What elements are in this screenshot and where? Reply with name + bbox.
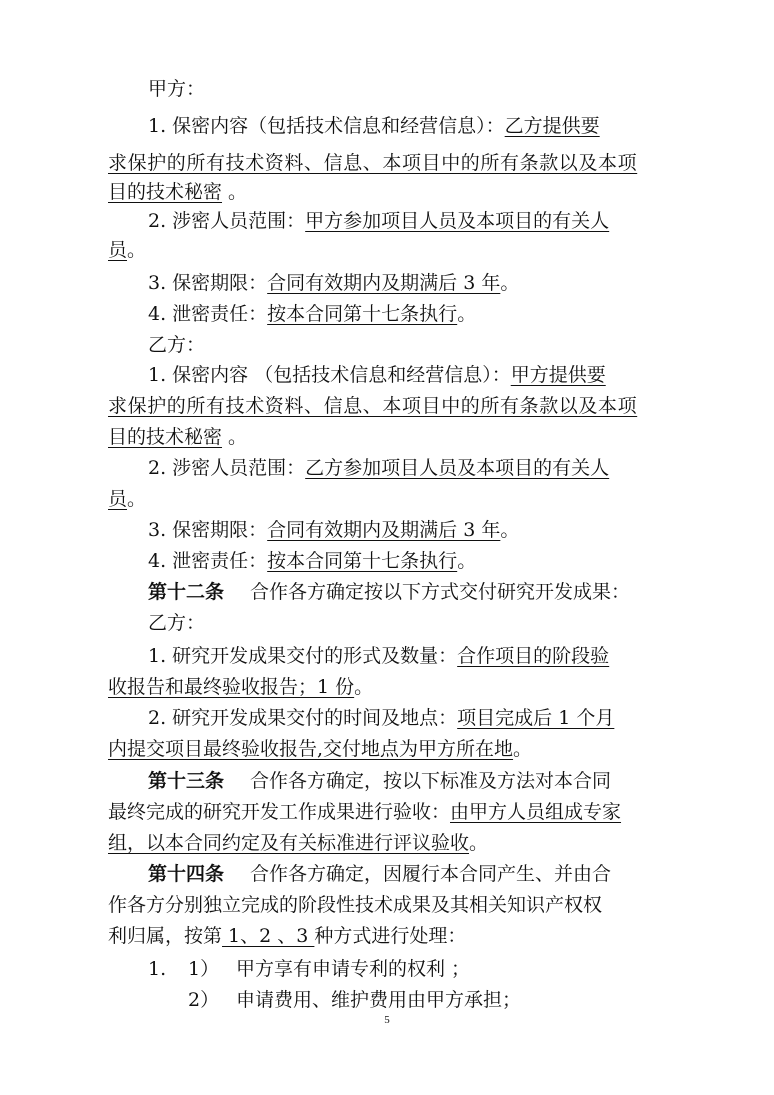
party-b-item2-line2: 员。 <box>108 488 147 510</box>
party-a-item1-line2: 求保护的所有技术资料、信息、本项目中的所有条款以及本项 <box>108 152 638 174</box>
party-a-heading: 甲方： <box>148 78 206 100</box>
article-14-method-numbers: 1、2 、3 <box>222 925 315 947</box>
party-a-item2-line2: 员。 <box>108 239 147 261</box>
article-14-sub2-number: 2） <box>188 989 220 1011</box>
article-12-item1-line2: 收报告和最终验收报告；1 份。 <box>108 676 374 698</box>
article-12-title: 第十二条 <box>148 581 225 603</box>
party-b-item1-line1: 1. 保密内容 （包括技术信息和经营信息）：甲方提供要 <box>148 364 606 386</box>
article-12-item2-line1: 2. 研究开发成果交付的时间及地点：项目完成后 1 个月 <box>148 707 615 729</box>
party-a-item1-line1 <box>148 111 600 141</box>
article-14-line1: 第十四条 合作各方确定，因履行本合同产生、并由合 <box>148 863 612 885</box>
article-13-line1: 第十三条 合作各方确定，按以下标准及方法对本合同 <box>148 770 612 792</box>
article-12-item2-line2: 内提交项目最终验收报告,交付地点为甲方所在地。 <box>108 738 533 760</box>
article-14-sub1-text: 甲方享有申请专利的权利 ； <box>236 958 471 980</box>
party-b-item1-line3: 目的技术秘密 。 <box>108 426 248 448</box>
article-12-item1-line1: 1. 研究开发成果交付的形式及数量：合作项目的阶段验 <box>148 645 610 667</box>
party-a-item1-line3: 目的技术秘密 。 <box>108 181 248 203</box>
party-b-item1-line2: 求保护的所有技术资料、信息、本项目中的所有条款以及本项 <box>108 395 638 417</box>
party-a-item1-value: 乙方提供要 <box>504 115 600 137</box>
article-13-title: 第十三条 <box>148 770 225 792</box>
article-14-line3: 利归属，按第 1、2 、3 种方式进行处理： <box>108 925 467 947</box>
article-14-line2: 作各方分别独立完成的阶段性技术成果及其相关知识产权权 <box>108 894 603 916</box>
party-a-item4: 4. 泄密责任：按本合同第十七条执行。 <box>148 303 477 325</box>
article-13-line2: 最终完成的研究开发工作成果进行验收：由甲方人员组成专家 <box>108 801 622 823</box>
party-a-item1-label: 1. 保密内容（包括技术信息和经营信息）： <box>148 115 505 137</box>
party-b-item2-line1: 2. 涉密人员范围：乙方参加项目人员及本项目的有关人 <box>148 457 610 479</box>
article-14-sub1-number: 1） <box>188 958 220 980</box>
party-b-item3: 3. 保密期限：合同有效期内及期满后 3 年。 <box>148 519 520 541</box>
party-b-item4: 4. 泄密责任：按本合同第十七条执行。 <box>148 550 477 572</box>
party-a-item2-line1: 2. 涉密人员范围：甲方参加项目人员及本项目的有关人 <box>148 210 610 232</box>
article-14-sub2-text: 申请费用、维护费用由甲方承担； <box>236 989 522 1011</box>
page-number: 5 <box>384 1014 390 1026</box>
article-13-line3: 组，以本合同约定及有关标准进行评议验收。 <box>108 832 489 854</box>
article-14-item1-number: 1. <box>148 958 167 980</box>
article-12-heading: 第十二条 合作各方确定按以下方式交付研究开发成果： <box>148 581 631 603</box>
article-12-party: 乙方： <box>148 612 206 634</box>
party-b-heading: 乙方： <box>148 334 206 356</box>
party-a-item3: 3. 保密期限：合同有效期内及期满后 3 年。 <box>148 272 520 294</box>
article-14-title: 第十四条 <box>148 863 225 885</box>
